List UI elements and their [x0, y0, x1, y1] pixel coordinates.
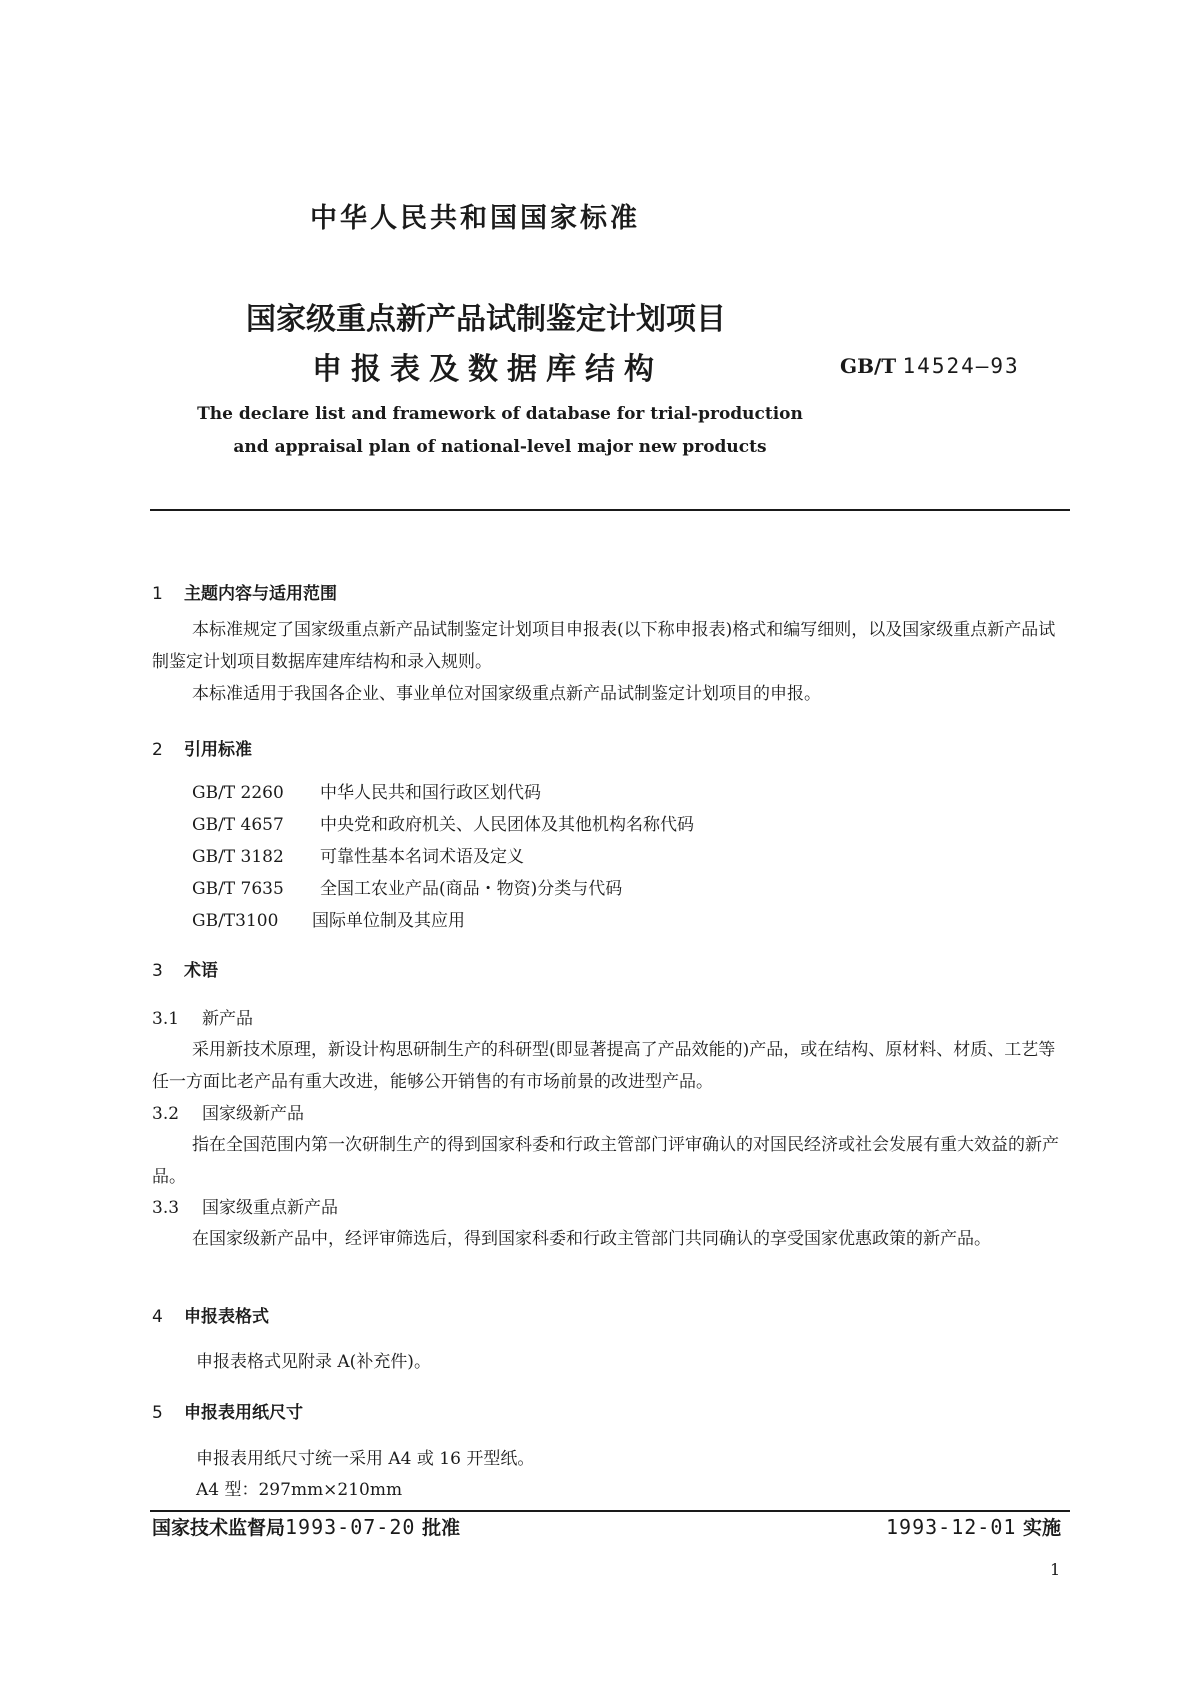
reference-name: 可靠性基本名词术语及定义 — [320, 847, 524, 867]
page-number: 1 — [1050, 1560, 1061, 1579]
approval-date: 1993-07-20 — [285, 1515, 416, 1539]
section-5-heading — [152, 1398, 303, 1423]
reference-code: GB/T 7635 — [192, 879, 284, 899]
section-3-heading — [152, 956, 218, 981]
english-title-line-1: The declare list and framework of database for trial-production — [197, 404, 803, 424]
reference-code: GB/T 3182 — [192, 847, 284, 867]
section-title: 申报表格式 — [184, 1307, 269, 1327]
term-number: 3.1 — [152, 1009, 180, 1029]
implementation-info — [886, 1513, 1061, 1540]
reference-name: 国际单位制及其应用 — [312, 911, 465, 931]
term-definition-3-2: 指在全国范围内第一次研制生产的得到国家科委和行政主管部门评审确认的对国民经济或社会发展有重大效益的新产品。 — [152, 1135, 1059, 1187]
english-title-line-2: and appraisal plan of national-level major new products — [233, 437, 767, 457]
section-number: 2 — [152, 740, 163, 760]
term-definition-3-1: 采用新技术原理，新设计构思研制生产的科研型(即显著提高了产品效能的)产品，或在结构、原材料、材质、工艺等任一方面比老产品有重大改进，能够公开销售的有市场前景的改进型产品。 — [152, 1040, 1056, 1092]
section-title: 申报表用纸尺寸 — [184, 1403, 303, 1423]
implement-label: 实施 — [1023, 1517, 1062, 1539]
document-title-line-2: 申报表及数据库结构 — [312, 352, 663, 387]
term-heading-3-1 — [152, 1004, 253, 1029]
reference-code: GB/T 4657 — [192, 815, 284, 835]
approval-info — [152, 1513, 460, 1540]
section-title: 主题内容与适用范围 — [184, 584, 337, 604]
reference-item — [192, 810, 694, 835]
term-definition-3-3: 在国家级新产品中，经评审筛选后，得到国家科委和行政主管部门共同确认的享受国家优惠政策的新产品。 — [192, 1229, 991, 1249]
reference-code: GB/T 2260 — [192, 783, 284, 803]
term-name: 国家级重点新产品 — [202, 1198, 338, 1218]
reference-item — [192, 778, 541, 803]
document-title-line-1: 国家级重点新产品试制鉴定计划项目 — [246, 302, 726, 337]
reference-name: 全国工农业产品(商品・物资)分类与代码 — [320, 879, 623, 899]
term-number: 3.2 — [152, 1104, 180, 1124]
section-title: 引用标准 — [184, 740, 252, 760]
section-2-heading — [152, 735, 252, 760]
section-4-heading — [152, 1302, 269, 1327]
footer-divider — [150, 1510, 1070, 1512]
term-heading-3-2 — [152, 1099, 304, 1124]
reference-item — [192, 842, 524, 867]
section-number: 1 — [152, 584, 163, 604]
section-4-paragraph-1: 申报表格式见附录 A(补充件)。 — [196, 1352, 431, 1372]
header-divider — [150, 509, 1070, 511]
reference-name: 中央党和政府机关、人民团体及其他机构名称代码 — [320, 815, 694, 835]
section-title: 术语 — [184, 961, 218, 981]
section-1-paragraph-1: 本标准规定了国家级重点新产品试制鉴定计划项目申报表(以下称申报表)格式和编写细则，以及国家级重点新产品试制鉴定计划项目数据库建库结构和录入规则。 — [152, 620, 1056, 672]
term-name: 新产品 — [202, 1009, 253, 1029]
section-5-paragraph-2: A4 型：297mm×210mm — [196, 1480, 403, 1500]
term-heading-3-3 — [152, 1193, 338, 1218]
implement-date: 1993-12-01 — [886, 1515, 1017, 1539]
standard-code: 14524—93 — [902, 354, 1020, 378]
term-number: 3.3 — [152, 1198, 180, 1218]
reference-item — [192, 874, 622, 899]
section-number: 3 — [152, 961, 163, 981]
section-number: 5 — [152, 1403, 163, 1423]
approval-org: 国家技术监督局 — [152, 1517, 286, 1539]
section-5-paragraph-1: 申报表用纸尺寸统一采用 A4 或 16 开型纸。 — [196, 1449, 535, 1469]
section-1-heading — [152, 579, 337, 604]
reference-item — [192, 906, 465, 931]
standard-number — [840, 354, 1020, 378]
reference-name: 中华人民共和国行政区划代码 — [320, 783, 541, 803]
approval-label: 批准 — [422, 1517, 461, 1539]
term-name: 国家级新产品 — [202, 1104, 304, 1124]
standard-prefix: GB/T — [840, 354, 897, 378]
section-number: 4 — [152, 1307, 163, 1327]
national-standard-heading: 中华人民共和国国家标准 — [310, 203, 640, 234]
reference-code: GB/T3100 — [192, 911, 279, 931]
section-1-paragraph-2: 本标准适用于我国各企业、事业单位对国家级重点新产品试制鉴定计划项目的申报。 — [192, 684, 821, 704]
